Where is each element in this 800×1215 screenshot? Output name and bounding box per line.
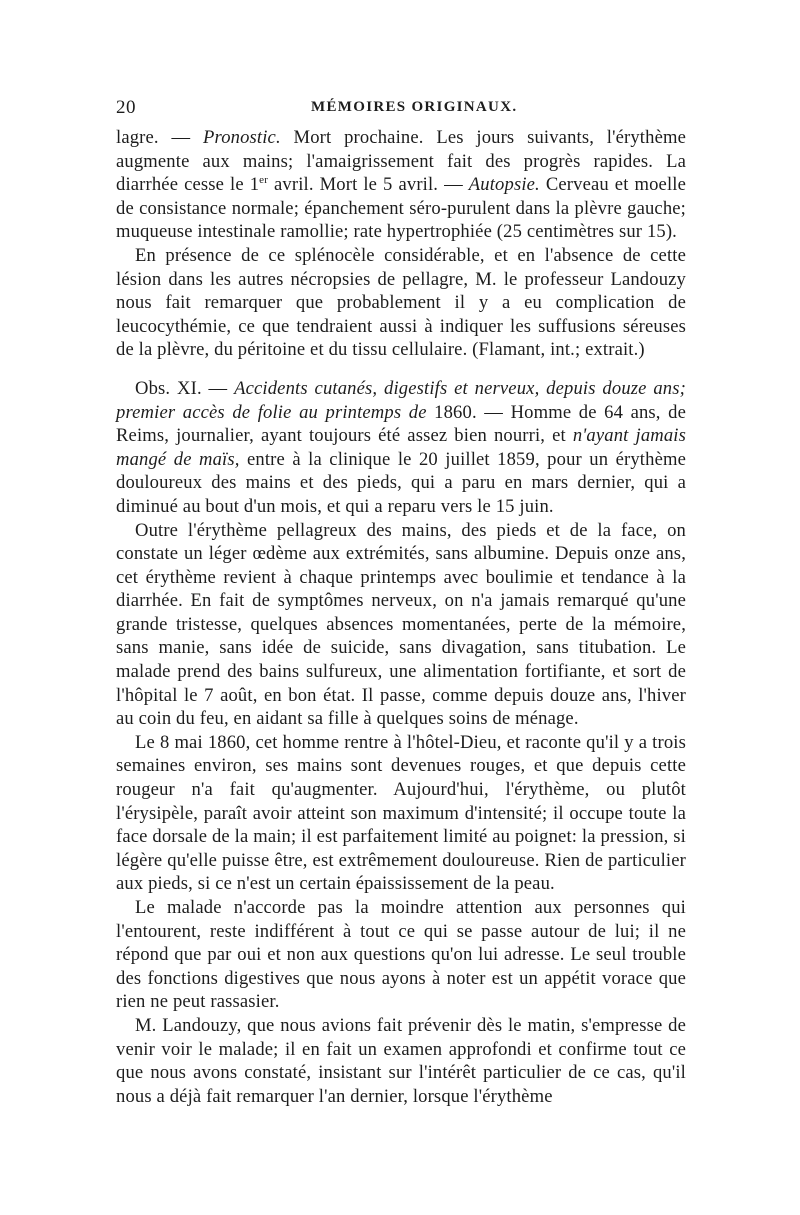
paragraph-mental-state: Le malade n'accorde pas la moindre attention aux personnes qui l'entourent, reste indifférent à tout ce qui se passe autour de lui; il ne répond que par oui et non aux questions qu'on lui adresse. Le seul trouble des fonctions digestives que nous ayons à noter est un appétit vorace que rien ne peut rassasier.: [116, 897, 686, 1013]
paragraph-may-1860: Le 8 mai 1860, cet homme rentre à l'hôtel-Dieu, et raconte qu'il y a trois semaines environ, ses mains sont devenues rouges, et que depuis cette rougeur n'a fait qu'augmenter. Aujourd'hui, l'érythème, ou plutôt l'érysipèle, paraît avoir atteint son maximum d'intensité; il occupe toute la face dorsale de la main; il est parfaitement limité au poignet: la pression, si légère qu'elle puisse être, est extrêmement douloureuse. Rien de particulier aux pieds, si ce n'est un certain épaississement de la peau.: [116, 731, 686, 895]
page-number: 20: [116, 97, 136, 118]
body-text: [116, 126, 686, 1108]
pronostic-label: Pronostic.: [203, 127, 281, 148]
observation-title: Accidents cutanés, digestifs et nerveux, depuis douze ans; premier accès de folie au printemps de: [116, 377, 686, 423]
observation-number: Obs. XI. —: [135, 377, 235, 399]
page-header: [116, 97, 686, 123]
paragraph-pronostic-autopsie: lagre. — Pronostic. Mort prochaine. Les jours suivants, l'érythème augmente aux mains; l'amaigrissement fait des progrès rapides. La diarrhée cesse le 1er avril. Mort le 5 avril. — Autopsie. Cerveau et moelle de consistance normale; épanchement séro-purulent dans la plèvre gauche; muqueuse intestinale ramollie; rate hypertrophiée (25 centimètres sur 15).: [116, 127, 686, 243]
autopsie-label: Autopsie.: [468, 174, 540, 196]
paragraph-splenocele: En présence de ce splénocèle considérable, et en l'absence de cette lésion dans les autres nécropsies de pellagre, M. le professeur Landouzy nous fait remarquer que probablement il y a eu complication de leucocythémie, ce que tendraient aussi à indiquer les suffusions séreuses de la plèvre, du péritoine et du tissu cellulaire. (Flamant, int.; extrait.): [116, 244, 686, 361]
running-title: MÉMOIRES ORIGINAUX.: [311, 99, 518, 115]
paragraph-symptoms: Outre l'érythème pellagreux des mains, des pieds et de la face, on constate un léger œdème aux extrémités, sans albumine. Depuis onze ans, cet érythème revient à chaque printemps avec boulimie et tendance à la diarrhée. En fait de symptômes nerveux, on n'a jamais remarqué qu'une grande tristesse, quelques absences momentanées, perte de la mémoire, sans manie, sans idée de suicide, sans divagation, sans titubation. Le malade prend des bains sulfureux, une alimentation fortifiante, et sort de l'hôpital le 7 août, en bon état. Il passe, comme depuis douze ans, l'hiver au coin du feu, en aidant sa fille à quelques soins de ménage.: [116, 519, 686, 730]
paragraph-observation-xi: Obs. XI. — Accidents cutanés, digestifs et nerveux, depuis douze ans; premier accès de folie au printemps de 1860. — Homme de 64 ans, de Reims, journalier, ayant toujours été assez bien nourri, et n'ayant jamais mangé de maïs, entre à la clinique le 20 juillet 1859, pour un érythème douloureux des mains et des pieds, qui a paru en mars dernier, qui a diminué au bout d'un mois, et qui a reparu vers le 15 juin.: [116, 377, 687, 517]
paragraph-landouzy-visit: M. Landouzy, que nous avions fait prévenir dès le matin, s'empresse de venir voir le malade; il en fait un examen approfondi et confirme tout ce que nous avons constaté, insistant sur l'intérêt particulier de ce cas, qu'il nous a déjà fait remarquer l'an dernier, lorsque l'érythème: [116, 1014, 686, 1107]
